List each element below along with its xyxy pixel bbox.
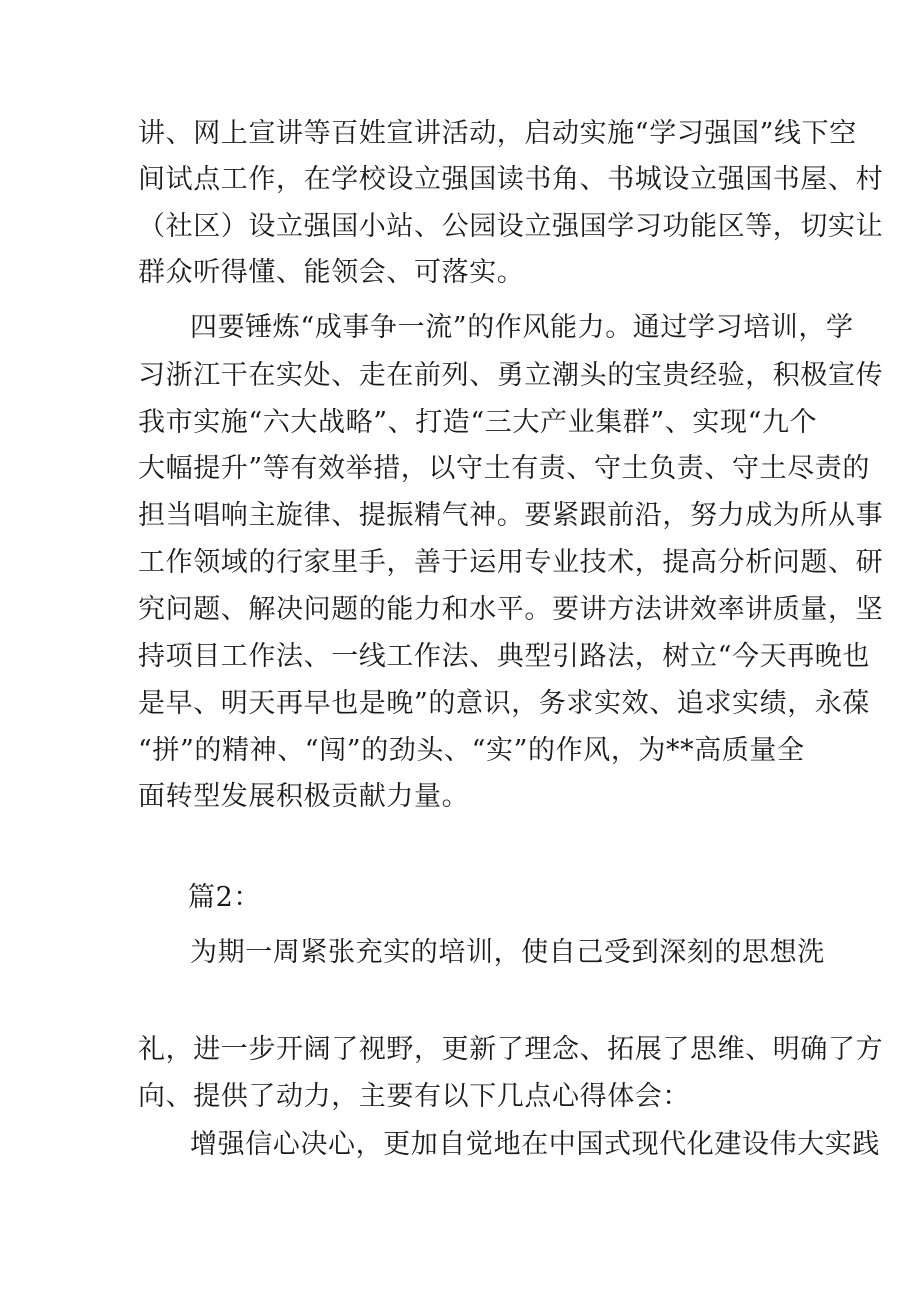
paragraph-line: 工作领域的行家里手，善于运用专业技术，提高分析问题、研 [138, 547, 884, 578]
paragraph-line: 究问题、解决问题的能力和水平。要讲方法讲效率讲质量，坚 [138, 594, 884, 625]
paragraph-line: 讲、网上宣讲等百姓宣讲活动，启动实施“学习强国”线下空 [138, 118, 857, 149]
paragraph-line: 担当唱响主旋律、提振精气神。要紧跟前沿，努力成为所从事 [138, 500, 884, 531]
paragraph-line: 面转型发展积极贡献力量。 [138, 781, 470, 812]
paragraph-line: （社区）设立强国小站、公园设立强国学习功能区等，切实让 [138, 211, 884, 242]
paragraph-line: 四要锤炼“成事争一流”的作风能力。通过学习培训，学 [190, 312, 854, 343]
paragraph-line: 间试点工作，在学校设立强国读书角、书城设立强国书屋、村 [138, 164, 884, 195]
paragraph-line: 增强信心决心，更加自觉地在中国式现代化建设伟大实践 [190, 1129, 880, 1160]
paragraph-line: 为期一周紧张充实的培训，使自己受到深刻的思想洗 [190, 937, 825, 968]
paragraph-line: 群众听得懂、能领会、可落实。 [138, 257, 525, 288]
paragraph-line: 持项目工作法、一线工作法、典型引路法，树立“今天再晚也 [138, 641, 871, 672]
paragraph-line: 礼，进一步开阔了视野，更新了理念、拓展了思维、明确了方 [138, 1034, 884, 1065]
paragraph-line: 大幅提升”等有效举措，以守土有责、守土负责、守土尽责的 [138, 453, 871, 484]
paragraph-line: 习浙江干在实处、走在前列、勇立潮头的宝贵经验，积极宣传 [138, 360, 884, 391]
paragraph-line: 我市实施“六大战略”、打造“三大产业集群”、实现“九个 [138, 407, 818, 438]
paragraph-line: 是早、明天再早也是晚”的意识，务求实效、追求实绩，永葆 [138, 688, 871, 719]
paragraph-line: “拼”的精神、“闯”的劲头、“实”的作风，为**高质量全 [138, 735, 805, 766]
paragraph-line: 向、提供了动力，主要有以下几点心得体会： [138, 1081, 690, 1112]
section-heading: 篇2： [188, 882, 261, 913]
